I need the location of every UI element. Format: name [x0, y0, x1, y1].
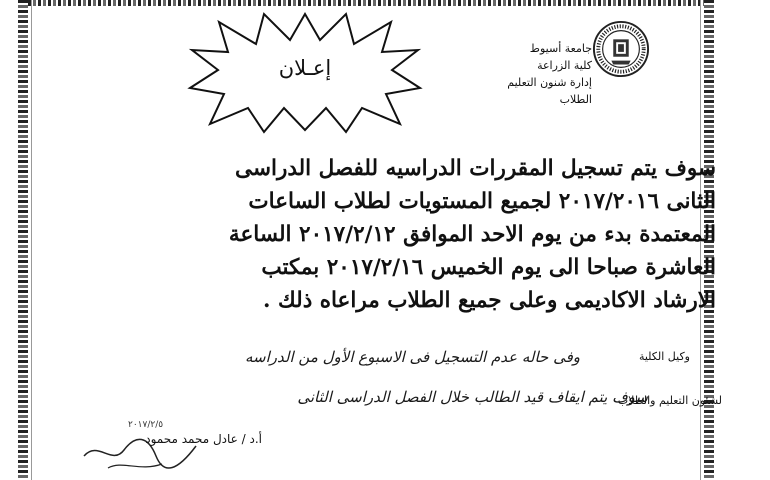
- body-line: الثانى ٢٠١٧/٢٠١٦ لجميع المستويات لطلاب الساعات: [248, 189, 716, 214]
- faculty-name: كلية الزراعة: [537, 59, 592, 72]
- handwritten-note: سوف يتم ايقاف قيد الطالب خلال الفصل الدراسى الثانى: [297, 388, 648, 406]
- body-line: سوف يتم تسجيل المقررات الدراسيه للفصل الدراسى: [235, 156, 716, 181]
- body-line: المعتمدة بدء من يوم الاحد الموافق ٢٠١٧/٢/١٢ الساعة: [228, 222, 716, 247]
- announcement-body: [40, 152, 716, 317]
- department-name: إدارة شنون التعليم الطلاب: [507, 76, 592, 106]
- body-line: الارشاد الاكاديمى وعلى جميع الطلاب مراعاه ذلك .: [263, 288, 716, 313]
- university-name: جامعة أسيوط: [529, 42, 592, 55]
- body-line: العاشرة صباحا الى يوم الخميس ٢٠١٧/٢/١٦ بمكتب: [261, 255, 716, 280]
- signature-date: ٢٠١٧/٢/٥: [128, 420, 164, 430]
- inner-rule-left: [31, 0, 32, 480]
- page-border-top: [18, 0, 714, 6]
- university-seal-icon: [592, 20, 650, 78]
- vice-dean-subtitle: لشئون التعليم والطلاب: [617, 394, 722, 407]
- handwritten-note: وفى حاله عدم التسجيل فى الاسبوع الأول من الدراسه: [245, 348, 580, 366]
- announcement-title: إعـلان: [278, 56, 332, 80]
- institution-header: [488, 40, 592, 108]
- vice-dean-title: وكيل الكلية: [638, 350, 690, 363]
- signatory-name: أ.د / عادل محمد محمود: [145, 432, 262, 446]
- page-border-left: [18, 0, 28, 480]
